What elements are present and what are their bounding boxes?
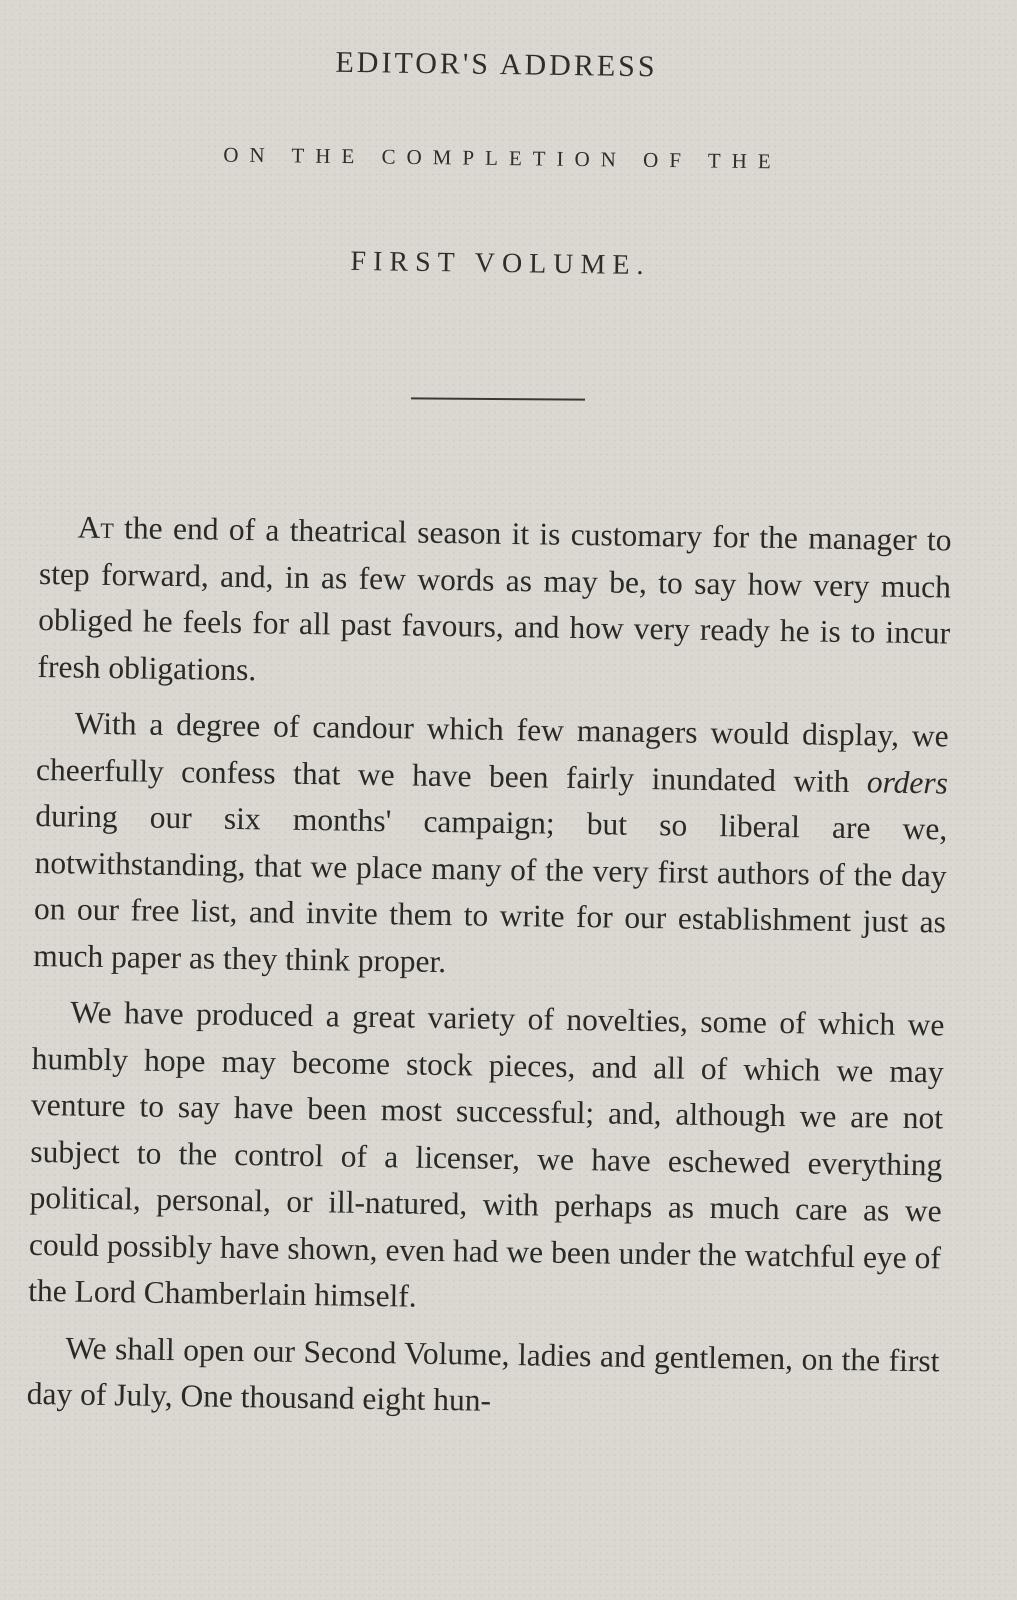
lead-word: At xyxy=(77,509,115,546)
page-title: EDITOR'S ADDRESS xyxy=(335,45,658,84)
page-subtitle-volume: FIRST VOLUME. xyxy=(350,245,651,282)
title-divider xyxy=(411,397,585,400)
paragraph-4 xyxy=(26,1324,939,1431)
paragraph-2-text-after: during our six months' campaign; but so liberal are we, notwithstanding, that we place many of the very first authors of the day on our free list, and invite them to write for our establishment just as much paper as they think proper. xyxy=(33,797,948,979)
paragraph-4-text: We shall open our Second Volume, ladies and gentlemen, on the first day of July, One thousand eight hun- xyxy=(26,1329,940,1418)
paragraph-3 xyxy=(28,989,945,1328)
paragraph-2-emphasis: orders xyxy=(866,763,949,800)
paragraph-1-text: the end of a theatrical season it is customary for the manager to step forward, and, in as few words as may be, to say how very much obliged he feels for all past favours, and how very ready he is to incur fresh obligations. xyxy=(37,510,952,687)
body-text xyxy=(26,504,952,1441)
paragraph-2-text-before: With a degree of candour which few managers would display, we cheerfully confess that we have been fairly inundated with xyxy=(35,705,949,799)
paragraph-2 xyxy=(33,700,949,992)
paragraph-1 xyxy=(37,504,952,704)
paragraph-3-text: We have produced a great variety of novelties, some of which we humbly hope may become stock pieces, and all of which we may venture to say have been most successful; and, although we are not subject to the control of a licenser, we have eschewed everything political, personal, or ill-natured, with perhaps as much care as we could possibly have shown, even had we been under the watchful eye of the Lord Chamberlain himself. xyxy=(28,994,945,1314)
page-subtitle: ON THE COMPLETION OF THE xyxy=(223,142,782,174)
